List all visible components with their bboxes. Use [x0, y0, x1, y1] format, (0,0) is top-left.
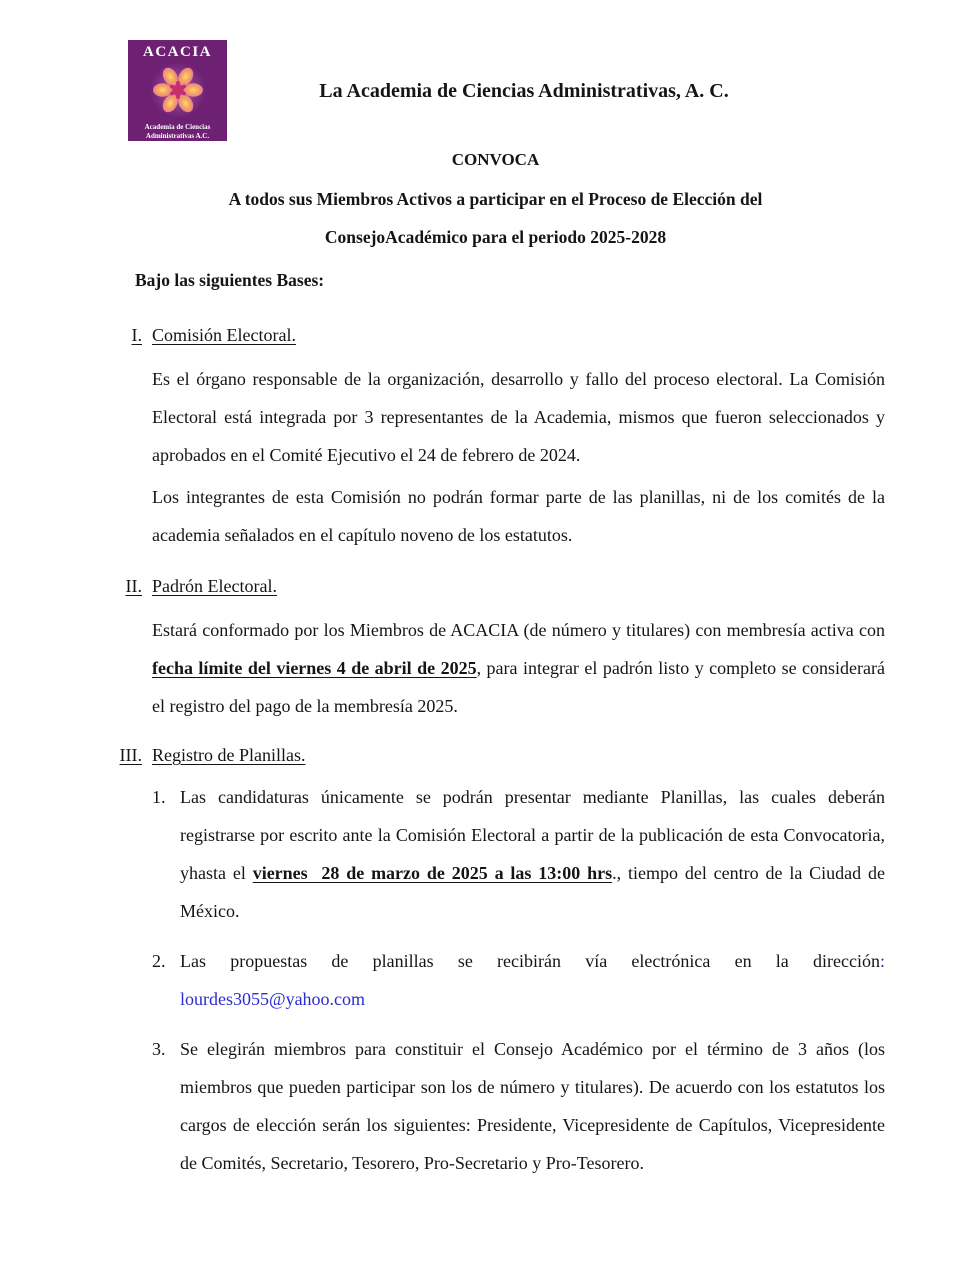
logo-subtitle-line1: Academia de Ciencias: [144, 123, 211, 131]
section-1-heading: [100, 325, 885, 346]
deadline-date-emphasis: fecha límite del viernes 4 de abril de 2025: [152, 658, 477, 678]
document-header: [0, 0, 973, 142]
section-3-title: Registro de Planillas.: [152, 745, 306, 765]
section-registro-planillas: [100, 745, 885, 1182]
item-2-number: 2.: [152, 951, 166, 971]
section-2-paragraph: [152, 611, 885, 725]
section-3-heading: [100, 745, 885, 766]
intro-block: [0, 150, 973, 248]
section-comision-electoral: [100, 325, 885, 554]
convoca-heading: CONVOCA: [451, 150, 540, 169]
email-link[interactable]: lourdes3055@yahoo.com: [180, 989, 366, 1009]
paragraph-text: Las propuestas de planillas se recibirán vía electrónica en la dirección: [180, 951, 880, 971]
section-2-numeral: II.: [125, 576, 142, 596]
flower-icon: [146, 58, 210, 127]
section-3-numeral: III.: [119, 745, 142, 765]
section-2-heading: [100, 576, 885, 597]
paragraph-text: ., tiempo del centro de la Ciudad de México.: [180, 863, 886, 921]
item-3-text: Se elegirán miembros para constituir el Consejo Académico por el término de 3 años (los miembros que pueden participar son los de número y titulares). De acuerdo con los estatutos los cargos de elección serán los siguientes: Presidente, Vicepresidente de Capítulos, Vicepresidente de Comités, Secretario, Tesorero, Pro-Secretario y Pro-Tesorero.: [180, 1039, 885, 1173]
intro-line-1: A todos sus Miembros Activos a participar en el Proceso de Elección del: [228, 189, 763, 209]
section-2-title: Padrón Electoral.: [152, 576, 277, 596]
logo-subtitle: [145, 123, 211, 141]
registration-deadline-emphasis: viernes 28 de marzo de 2025 a las 13:00 hrs: [252, 863, 613, 883]
list-item-1: [152, 778, 885, 930]
section-1-paragraph-1: Es el órgano responsable de la organización, desarrollo y fallo del proceso electoral. La Comisión Electoral está integrada por 3 representantes de la Academia, mismos que fueron seleccionados y aprobados en el Comité Ejecutivo el 24 de febrero de 2024.: [152, 369, 885, 465]
item-2-line-1: [180, 942, 885, 980]
colon-text: :: [879, 951, 885, 971]
acacia-logo: [128, 40, 227, 141]
logo-acronym: ACACIA: [143, 44, 212, 60]
list-item-3: [152, 1030, 885, 1182]
section-1-paragraph-2: Los integrantes de esta Comisión no podrán formar parte de las planillas, ni de los comités de la academia señalados en el capítulo noveno de los estatutos.: [152, 487, 885, 545]
bases-heading: Bajo las siguientes Bases:: [135, 270, 325, 290]
logo-subtitle-line2: Administrativas A.C.: [145, 132, 210, 140]
list-item-2: [152, 942, 885, 1018]
section-padron-electoral: [100, 576, 885, 725]
intro-line-2: ConsejoAcadémico para el periodo 2025-2028: [324, 227, 667, 247]
item-2-text: [180, 942, 885, 1018]
section-1-numeral: I.: [131, 325, 142, 345]
page-title: La Academia de Ciencias Administrativas, A. C.: [319, 80, 729, 102]
paragraph-text: Las candidaturas únicamente se podrán presentar mediante Planillas, las cuales deberán registrarse por escrito ante la Comisión Electoral a partir de la publicación de esta Convocatoria, yhasta el: [180, 787, 885, 883]
item-3-number: 3.: [152, 1039, 166, 1059]
document-body: [100, 325, 885, 1182]
item-1-number: 1.: [152, 787, 166, 807]
section-1-title: Comisión Electoral.: [152, 325, 296, 345]
paragraph-text: Estará conformado por los Miembros de ACACIA (de número y titulares) con membresía activa con: [152, 620, 885, 640]
item-1-text: [180, 778, 885, 930]
paragraph-text: , para integrar el padrón listo y completo se considerará el registro del pago de la membresía 2025.: [152, 658, 885, 716]
